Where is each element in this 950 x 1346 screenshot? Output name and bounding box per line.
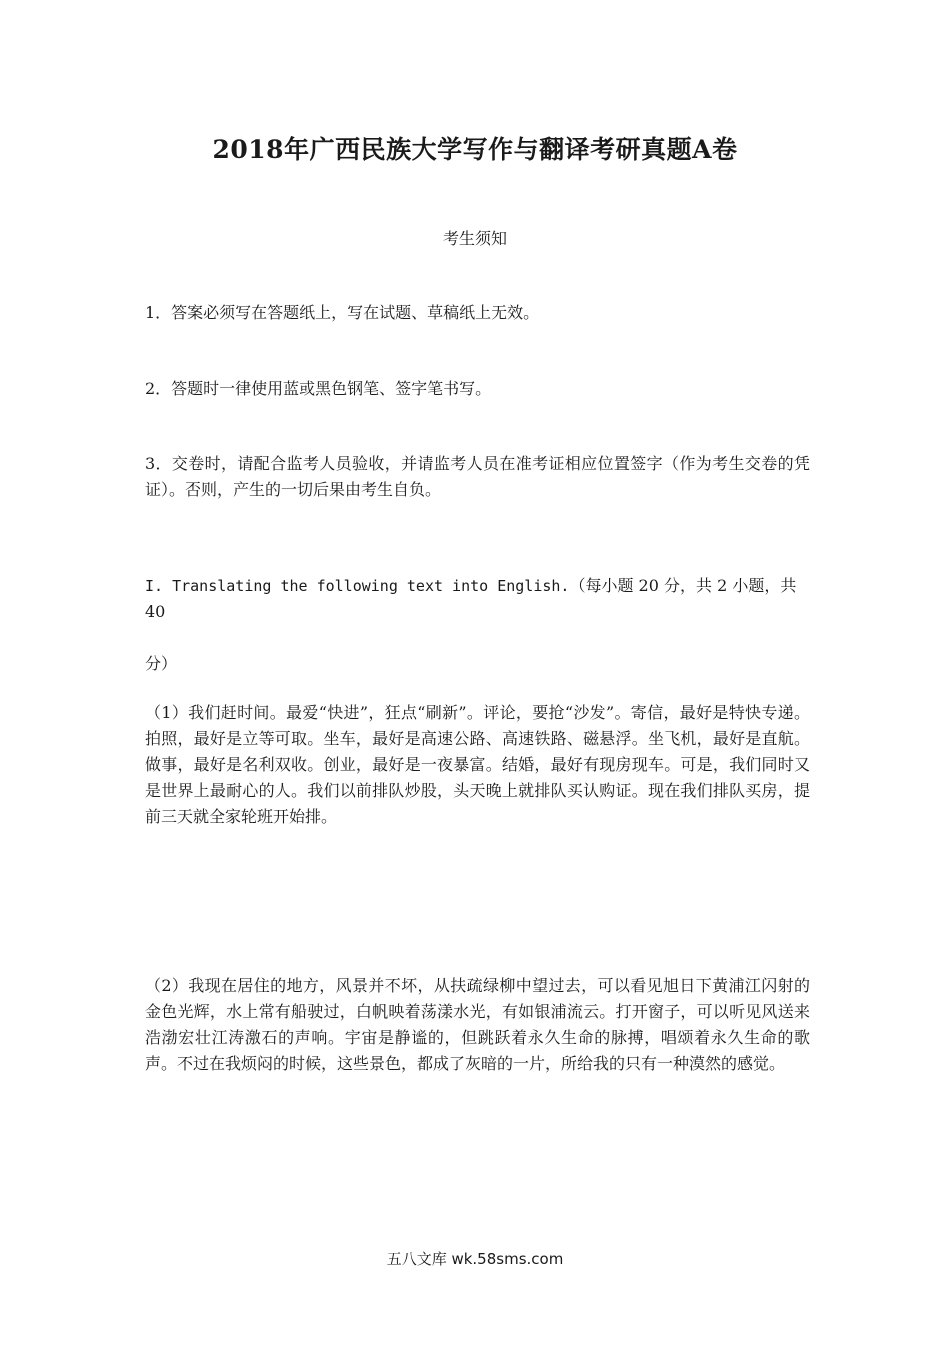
rule-item-1: 1．答案必须写在答题纸上，写在试题、草稿纸上无效。: [145, 303, 540, 322]
rule-item-2: 2．答题时一律使用蓝或黑色钢笔、签字笔书写。: [145, 379, 492, 398]
document-title: 2018年广西民族大学写作与翻译考研真题A卷: [212, 135, 738, 164]
notice-heading: 考生须知: [442, 229, 507, 248]
section-heading-english: I. Translating the following text into English.: [145, 577, 570, 595]
passage-2: （2）我现在居住的地方，风景并不坏，从扶疏绿柳中望过去，可以看见旭日下黄浦江闪射的金色光辉，水上常有船驶过，白帆映着荡漾水光，有如银浦流云。打开窗子，可以听见风送来浩渤宏壮江涛激石的声响。宇宙是静谧的，但跳跃着永久生命的脉搏，唱颂着永久生命的歌声。不过在我烦闷的时候，这些景色，都成了灰暗的一片，所给我的只有一种漠然的感觉。: [145, 976, 810, 1073]
passage-1: （1）我们赶时间。最爱“快进”，狂点“刷新”。评论，要抢“沙发”。寄信，最好是特快专递。拍照，最好是立等可取。坐车，最好是高速公路、高速铁路、磁悬浮。坐飞机，最好是直航。做事，最好是名利双收。创业，最好是一夜暴富。结婚，最好有现房现车。可是，我们同时又是世界上最耐心的人。我们以前排队炒股，头天晚上就排队买认购证。现在我们排队买房，提前三天就全家轮班开始排。: [145, 703, 810, 826]
section-heading: [145, 573, 810, 625]
section-heading-score: （每小题 20 分，共 2 小题，共 40: [145, 576, 797, 621]
rule-item-3: 3．交卷时，请配合监考人员验收，并请监考人员在准考证相应位置签字（作为考生交卷的凭证）。否则，产生的一切后果由考生自负。: [145, 454, 810, 499]
footer-watermark: 五八文库 wk.58sms.com: [386, 1250, 564, 1268]
section-heading-tail: 分）: [145, 654, 178, 673]
